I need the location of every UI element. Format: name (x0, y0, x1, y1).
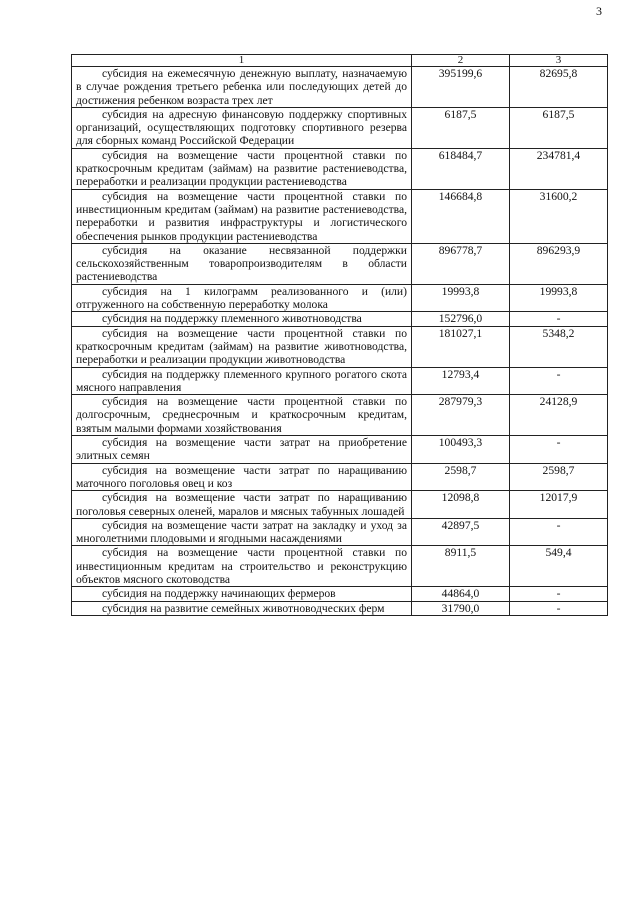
row-value-col2: 6187,5 (412, 107, 510, 148)
row-value-col2: 146684,8 (412, 189, 510, 243)
row-description: субсидия на возмещение части процентной ставки по инвестиционным кредитам на строительство и реконструкцию объектов мясного скотоводства (72, 546, 412, 587)
row-value-col3: 896293,9 (510, 243, 608, 284)
row-value-col2: 12098,8 (412, 491, 510, 519)
row-description: субсидия на ежемесячную денежную выплату, назначаемую в случае рождения третьего ребенка или последующих детей до достижения ребенком возраста трех лет (72, 67, 412, 108)
row-value-col3: 234781,4 (510, 148, 608, 189)
row-description: субсидия на возмещение части процентной ставки по краткосрочным кредитам (займам) на развитие растениеводства, переработки и реализации продукции растениеводства (72, 148, 412, 189)
row-value-col3: 31600,2 (510, 189, 608, 243)
row-description: субсидия на поддержку племенного крупного рогатого скота мясного направления (72, 367, 412, 395)
row-value-col2: 8911,5 (412, 546, 510, 587)
row-value-col3: 5348,2 (510, 326, 608, 367)
row-value-col3: - (510, 367, 608, 395)
row-description: субсидия на адресную финансовую поддержку спортивных организаций, осуществляющих подготовку спортивного резерва для сборных команд Российской Федерации (72, 107, 412, 148)
row-description: субсидия на возмещение части затрат на закладку и уход за многолетними плодовыми и ягодными насаждениями (72, 518, 412, 546)
row-description: субсидия на 1 килограмм реализованного и (или) отгруженного на собственную переработку молока (72, 284, 412, 312)
column-header-1: 1 (72, 55, 412, 67)
row-value-col2: 42897,5 (412, 518, 510, 546)
row-value-col2: 395199,6 (412, 67, 510, 108)
row-value-col3: - (510, 312, 608, 326)
row-value-col2: 12793,4 (412, 367, 510, 395)
row-description: субсидия на развитие семейных животноводческих ферм (72, 601, 412, 615)
subsidy-table (71, 54, 608, 616)
row-value-col3: 24128,9 (510, 395, 608, 436)
table-row (72, 587, 608, 601)
row-value-col3: 82695,8 (510, 67, 608, 108)
header-row (72, 55, 608, 67)
row-description: субсидия на возмещение части затрат по наращиванию маточного поголовья овец и коз (72, 463, 412, 491)
column-header-2: 2 (412, 55, 510, 67)
row-value-col2: 181027,1 (412, 326, 510, 367)
row-value-col2: 44864,0 (412, 587, 510, 601)
table-row (72, 326, 608, 367)
row-description: субсидия на поддержку начинающих фермеров (72, 587, 412, 601)
row-value-col2: 618484,7 (412, 148, 510, 189)
row-value-col3: 2598,7 (510, 463, 608, 491)
table-row (72, 367, 608, 395)
row-description: субсидия на возмещение части процентной ставки по краткосрочным кредитам (займам) на развитие животноводства, переработки и реализации продукции животноводства (72, 326, 412, 367)
row-description: субсидия на возмещение части процентной ставки по инвестиционным кредитам (займам) на развитие растениеводства, переработки и развития инфраструктуры и логистического обеспечения рынков продукции растениеводства (72, 189, 412, 243)
row-value-col3: 12017,9 (510, 491, 608, 519)
table-row (72, 491, 608, 519)
table-row (72, 463, 608, 491)
table-row (72, 67, 608, 108)
row-value-col3: 549,4 (510, 546, 608, 587)
row-value-col2: 19993,8 (412, 284, 510, 312)
row-description: субсидия на возмещение части затрат по наращиванию поголовья северных оленей, маралов и мясных табунных лошадей (72, 491, 412, 519)
row-description: субсидия на возмещение части затрат на приобретение элитных семян (72, 436, 412, 464)
row-value-col2: 152796,0 (412, 312, 510, 326)
table-row (72, 518, 608, 546)
table-row (72, 107, 608, 148)
row-value-col3: - (510, 436, 608, 464)
page-number: 3 (596, 4, 602, 18)
table-row (72, 148, 608, 189)
table-row (72, 601, 608, 615)
row-value-col2: 31790,0 (412, 601, 510, 615)
table-row (72, 312, 608, 326)
table-row (72, 284, 608, 312)
table-row (72, 243, 608, 284)
row-value-col2: 100493,3 (412, 436, 510, 464)
column-header-3: 3 (510, 55, 608, 67)
row-value-col3: - (510, 587, 608, 601)
table-row (72, 546, 608, 587)
row-value-col2: 287979,3 (412, 395, 510, 436)
row-value-col2: 896778,7 (412, 243, 510, 284)
table-row (72, 436, 608, 464)
row-value-col3: 6187,5 (510, 107, 608, 148)
row-value-col3: - (510, 518, 608, 546)
row-value-col3: - (510, 601, 608, 615)
table-row (72, 189, 608, 243)
row-description: субсидия на возмещение части процентной ставки по долгосрочным, среднесрочным и краткосрочным кредитам, взятым малыми формами хозяйствования (72, 395, 412, 436)
row-value-col3: 19993,8 (510, 284, 608, 312)
row-value-col2: 2598,7 (412, 463, 510, 491)
row-description: субсидия на оказание несвязанной поддержки сельскохозяйственным товаропроизводителям в области растениеводства (72, 243, 412, 284)
table-row (72, 395, 608, 436)
row-description: субсидия на поддержку племенного животноводства (72, 312, 412, 326)
